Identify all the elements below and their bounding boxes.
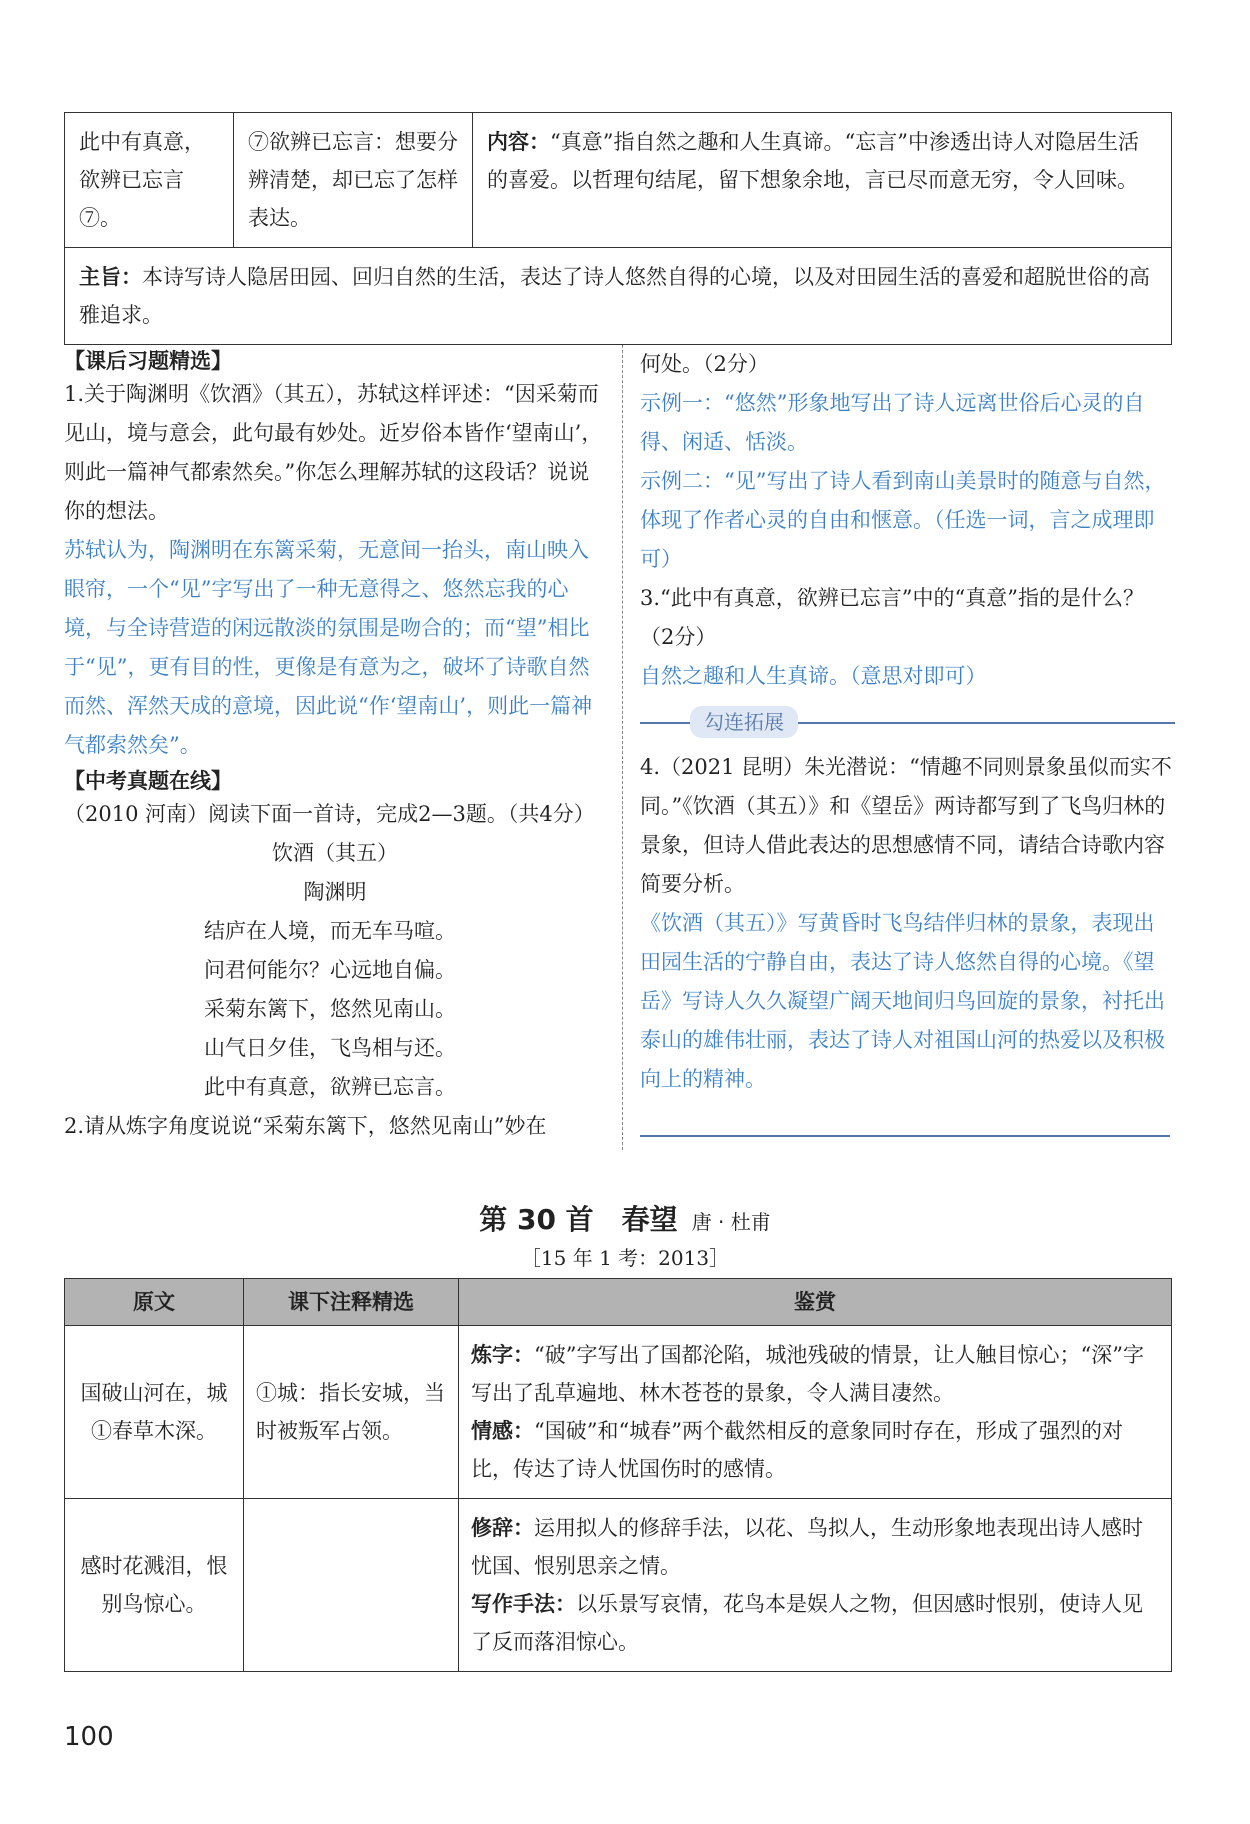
label-word-choice: 炼字： bbox=[471, 1343, 534, 1367]
text-technique: 以乐景写哀情，花鸟本是娱人之物，但因感时恨别，使诗人见了反而落泪惊心。 bbox=[471, 1592, 1143, 1654]
row2-original-text: 感时花溅泪，恨别鸟惊心。 bbox=[80, 1554, 228, 1616]
poem-30-exam-info: ［15 年 1 考：2013］ bbox=[520, 1246, 730, 1270]
row1-note bbox=[244, 1326, 459, 1499]
poem-line: 问君何能尔？心远地自偏。 bbox=[204, 958, 456, 982]
row2-note bbox=[244, 1499, 459, 1672]
header-appreciation: 鉴赏 bbox=[459, 1279, 1172, 1326]
poem-title: 饮酒（其五） bbox=[272, 841, 398, 865]
left-column bbox=[64, 345, 606, 1146]
answer-2-example-1: 示例一：“悠然”形象地写出了诗人远离世俗后心灵的自得、闲适、恬淡。 bbox=[640, 391, 1145, 454]
label-technique: 写作手法： bbox=[471, 1592, 576, 1616]
poem-30-author: 唐 · 杜甫 bbox=[691, 1210, 771, 1234]
question-2-continued: 何处。（2分） bbox=[640, 352, 769, 376]
text-emotion: “国破”和“城春”两个截然相反的意象同时存在，形成了强烈的对比，传达了诗人忧国伤时的感情。 bbox=[471, 1419, 1123, 1481]
theme-label: 主旨： bbox=[79, 265, 142, 289]
ribbon-label: 勾连拓展 bbox=[690, 706, 798, 738]
row1-note-text: ①城：指长安城，当时被叛军占领。 bbox=[256, 1381, 445, 1443]
cell-theme bbox=[65, 248, 1172, 345]
row2-original bbox=[65, 1499, 244, 1672]
content-text: “真意”指自然之趣和人生真谛。“忘言”中渗透出诗人对隐居生活的喜爱。以哲理句结尾，留下想象余地，言已尽而意无穷，令人回味。 bbox=[487, 130, 1139, 192]
answer-2-example-2: 示例二：“见”写出了诗人看到南山美景时的随意与自然，体现了作者心灵的自由和惬意。（任选一词，言之成理即可） bbox=[640, 469, 1166, 571]
cell-content bbox=[473, 113, 1172, 248]
section-title-exercises: 【课后习题精选】 bbox=[64, 349, 232, 373]
extension-ribbon bbox=[640, 704, 1175, 738]
section-end-line bbox=[640, 1135, 1170, 1137]
label-rhetoric: 修辞： bbox=[471, 1516, 534, 1540]
theme-text: 本诗写诗人隐居田园、回归自然的生活，表达了诗人悠然自得的心境，以及对田园生活的喜爱和超脱世俗的高雅追求。 bbox=[79, 265, 1150, 327]
question-1: 1.关于陶渊明《饮酒》（其五），苏轼这样评述：“因采菊而见山，境与意会，此句最有妙处。近岁俗本皆作‘望南山’，则此一篇神气都索然矣。”你怎么理解苏轼的这段话？说说你的想法。 bbox=[64, 382, 603, 523]
appreciation-table bbox=[64, 1278, 1172, 1672]
row2-appreciation bbox=[459, 1499, 1172, 1672]
right-column bbox=[640, 345, 1175, 1099]
text-rhetoric: 运用拟人的修辞手法，以花、鸟拟人，生动形象地表现出诗人感时忧国、恨别思亲之情。 bbox=[471, 1516, 1143, 1578]
page-number: 100 bbox=[64, 1722, 114, 1752]
top-table bbox=[64, 112, 1172, 345]
poem-30-heading bbox=[0, 1198, 1250, 1238]
poem-line: 山气日夕佳，飞鸟相与还。 bbox=[204, 1036, 456, 1060]
poem-lines bbox=[204, 912, 606, 1107]
question-3: 3.“此中有真意，欲辨已忘言”中的“真意”指的是什么？（2分） bbox=[640, 586, 1144, 649]
row1-original bbox=[65, 1326, 244, 1499]
answer-3: 自然之趣和人生真谛。（意思对即可） bbox=[640, 664, 987, 688]
text-word-choice: “破”字写出了国都沦陷，城池残破的情景，让人触目惊心；“深”字写出了乱草遍地、林木苍苍的景象，令人满目凄然。 bbox=[471, 1343, 1144, 1405]
poem-30-title: 第 30 首 春望 bbox=[479, 1203, 678, 1236]
answer-1: 苏轼认为，陶渊明在东篱采菊，无意间一抬头，南山映入眼帘，一个“见”字写出了一种无意得之、悠然忘我的心境，与全诗营造的闲远散淡的氛围是吻合的；而“望”相比于“见”，更有目的性，更像是有意为之，破坏了诗歌自然而然、浑然天成的意境，因此说“作‘望南山’，则此一篇神气都索然矣”。 bbox=[64, 538, 593, 757]
question-2: 2.请从炼字角度说说“采菊东篱下，悠然见南山”妙在 bbox=[64, 1114, 547, 1138]
answer-4: 《饮酒（其五）》写黄昏时飞鸟结伴归林的景象，表现出田园生活的宁静自由，表达了诗人悠然自得的心境。《望岳》写诗人久久凝望广阔天地间归鸟回旋的景象，衬托出泰山的雄伟壮丽，表达了诗人对祖国山河的热爱以及积极向上的精神。 bbox=[640, 911, 1165, 1091]
header-notes: 课下注释精选 bbox=[244, 1279, 459, 1326]
poem-line: 此中有真意，欲辨已忘言。 bbox=[204, 1075, 456, 1099]
poem-line: 结庐在人境，而无车马喧。 bbox=[204, 919, 456, 943]
column-divider bbox=[622, 345, 623, 1150]
poem-author: 陶渊明 bbox=[303, 880, 367, 904]
label-emotion: 情感： bbox=[471, 1419, 534, 1443]
original-text: 此中有真意，欲辨已忘言⑦。 bbox=[79, 130, 205, 230]
row1-original-text: 国破山河在，城①春草木深。 bbox=[80, 1381, 228, 1443]
content-label: 内容： bbox=[487, 130, 550, 154]
section-title-exam: 【中考真题在线】 bbox=[64, 769, 232, 793]
question-4: 4.（2021 昆明）朱光潜说：“情趣不同则景象虽似而实不同。”《饮酒（其五）》和《望岳》两诗都写到了飞鸟归林的景象，但诗人借此表达的思想感情不同，请结合诗歌内容简要分析。 bbox=[640, 755, 1172, 896]
cell-note bbox=[234, 113, 473, 248]
poem-line: 采菊东篱下，悠然见南山。 bbox=[204, 997, 456, 1021]
header-original: 原文 bbox=[65, 1279, 244, 1326]
cell-original bbox=[65, 113, 234, 248]
exam-intro: （2010 河南）阅读下面一首诗，完成2—3题。（共4分） bbox=[64, 802, 595, 826]
note-text: ⑦欲辨已忘言：想要分辨清楚，却已忘了怎样表达。 bbox=[248, 130, 458, 230]
row1-appreciation bbox=[459, 1326, 1172, 1499]
